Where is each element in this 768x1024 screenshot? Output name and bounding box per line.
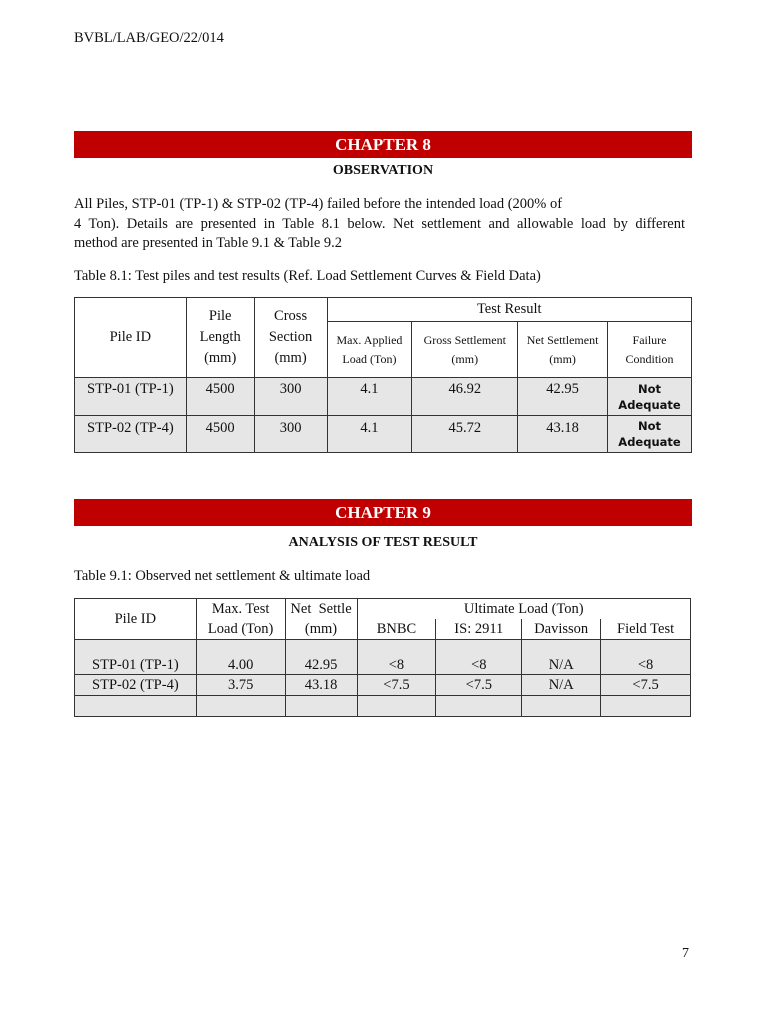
cell-net: 42.95 [285,640,357,675]
table-row-empty [75,696,691,717]
header-max-test-load [196,599,285,640]
observation-heading: OBSERVATION [332,163,434,178]
header-text: Condition [625,351,674,366]
header-text: Net Settle [290,601,352,617]
cell-max-load: 4.00 [196,640,285,675]
header-text: Load (Ton) [207,621,274,637]
cell-length: 4500 [186,378,254,416]
cell-empty [196,696,285,717]
header-failure-condition [608,322,692,378]
header-gross-settlement [412,322,518,378]
header-ultimate-load: Ultimate Load (Ton) [357,599,690,620]
cell-davisson: N/A [522,640,601,675]
header-pile-id: Pile ID [75,298,187,378]
cell-empty [601,696,691,717]
table-row [75,378,692,416]
analysis-heading: ANALYSIS OF TEST RESULT [288,535,478,550]
header-text: (mm) [451,351,479,366]
cell-is-2911: <7.5 [436,675,522,696]
cell-net: 42.95 [518,378,608,416]
cell-field-test: <7.5 [601,675,691,696]
header-net-settle [285,599,357,640]
cell-gross: 45.72 [412,416,518,453]
header-test-result: Test Result [327,298,691,322]
table-8-1 [74,297,692,453]
cell-max-load: 3.75 [196,675,285,696]
cell-is-2911: <8 [436,640,522,675]
cell-max-load: 4.1 [327,378,412,416]
cell-empty [522,696,601,717]
header-text: Section [268,329,313,345]
chapter-8-heading: CHAPTER 8 [74,131,692,158]
failure-text: Adequate [618,435,681,449]
document-reference: BVBL/LAB/GEO/22/014 [74,30,224,46]
header-text: Length [199,329,241,345]
header-text: Gross Settlement [423,332,506,347]
observation-paragraph [74,195,685,254]
cell-failure [608,378,692,416]
header-max-applied-load [327,322,412,378]
header-text: (mm) [304,621,338,637]
cell-empty [75,696,197,717]
cell-pile-id: STP-02 (TP-4) [75,416,187,453]
table-row [75,416,692,453]
header-cross-section [254,298,327,378]
header-text: Net Settlement [526,332,599,347]
cell-empty [436,696,522,717]
cell-pile-id: STP-01 (TP-1) [75,640,197,675]
cell-max-load: 4.1 [327,416,412,453]
cell-gross: 46.92 [412,378,518,416]
paragraph-line: 4 Ton). Details are presented in Table 8.1 below. Net settlement and allowable load by different [74,215,685,232]
cell-section: 300 [254,416,327,453]
header-text: (mm) [204,350,237,366]
cell-davisson: N/A [522,675,601,696]
cell-section: 300 [254,378,327,416]
header-text: Pile [208,308,232,324]
header-text: Cross [274,308,308,324]
cell-empty [357,696,436,717]
failure-text: Adequate [618,397,681,412]
cell-empty [285,696,357,717]
chapter-9-heading: CHAPTER 9 [74,499,692,526]
cell-failure [608,416,692,453]
cell-net: 43.18 [285,675,357,696]
header-field-test: Field Test [601,619,691,640]
failure-text: Not [638,381,662,396]
header-bnbc: BNBC [357,619,436,640]
header-text: (mm) [274,350,307,366]
header-is-2911: IS: 2911 [436,619,522,640]
cell-bnbc: <8 [357,640,436,675]
paragraph-line: All Piles, STP-01 (TP-1) & STP-02 (TP-4) failed before the intended load (200% of [74,196,563,212]
failure-text: Not [638,419,662,433]
table-9-1 [74,598,691,717]
table-row [75,675,691,696]
header-text: Load (Ton) [342,351,397,366]
cell-length: 4500 [186,416,254,453]
cell-pile-id: STP-02 (TP-4) [75,675,197,696]
paragraph-line: method are presented in Table 9.1 & Table 9.2 [74,235,343,251]
header-text: Failure [632,332,667,347]
table-row [75,640,691,675]
cell-bnbc: <7.5 [357,675,436,696]
page-number: 7 [682,946,689,961]
cell-pile-id: STP-01 (TP-1) [75,378,187,416]
table-8-1-caption: Table 8.1: Test piles and test results (Ref. Load Settlement Curves & Field Data) [74,268,541,284]
header-text: Max. Test [211,601,270,617]
header-davisson: Davisson [522,619,601,640]
header-text: (mm) [549,351,576,366]
header-pile-length [186,298,254,378]
cell-net: 43.18 [518,416,608,453]
table-9-1-caption: Table 9.1: Observed net settlement & ultimate load [74,568,371,584]
header-text: Max. Applied [336,332,403,347]
cell-field-test: <8 [601,640,691,675]
header-pile-id: Pile ID [75,599,197,640]
header-net-settlement [518,322,608,378]
